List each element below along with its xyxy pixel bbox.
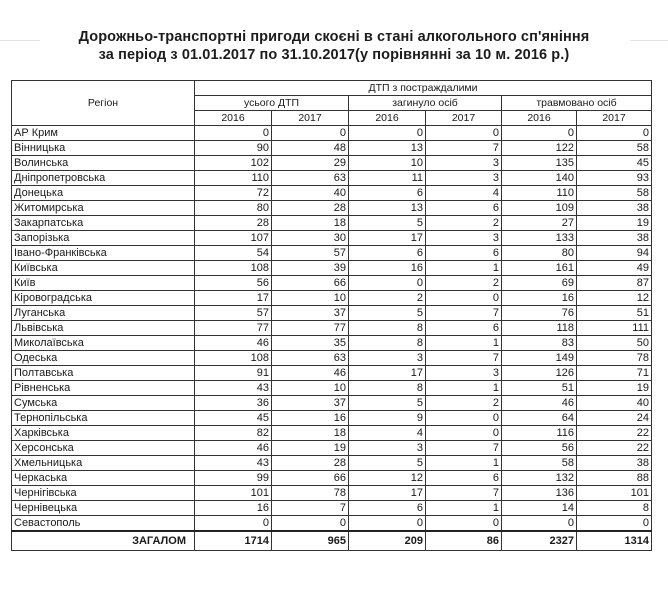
table-row xyxy=(12,351,652,366)
region-cell: Херсонська xyxy=(12,441,195,456)
value-cell: 2 xyxy=(349,291,426,306)
value-cell: 17 xyxy=(349,366,426,381)
value-cell: 4 xyxy=(426,186,502,201)
value-cell: 110 xyxy=(502,186,577,201)
value-cell: 16 xyxy=(349,261,426,276)
value-cell: 91 xyxy=(195,366,272,381)
value-cell: 43 xyxy=(195,381,272,396)
value-cell: 0 xyxy=(577,516,652,532)
value-cell: 4 xyxy=(349,426,426,441)
value-cell: 0 xyxy=(272,516,349,532)
total-cell: 1314 xyxy=(577,531,652,551)
value-cell: 50 xyxy=(577,336,652,351)
value-cell: 0 xyxy=(426,291,502,306)
value-cell: 37 xyxy=(272,396,349,411)
year-header: 2017 xyxy=(577,111,652,126)
table-row xyxy=(12,246,652,261)
table-row xyxy=(12,396,652,411)
table-row xyxy=(12,441,652,456)
table-row xyxy=(12,186,652,201)
region-cell: Харківська xyxy=(12,426,195,441)
value-cell: 110 xyxy=(195,171,272,186)
value-cell: 0 xyxy=(426,426,502,441)
value-cell: 1 xyxy=(426,261,502,276)
value-cell: 28 xyxy=(272,456,349,471)
subgroup-header-injured: травмовано осіб xyxy=(502,96,652,111)
value-cell: 63 xyxy=(272,171,349,186)
value-cell: 5 xyxy=(349,216,426,231)
region-cell: Вінницька xyxy=(12,141,195,156)
value-cell: 126 xyxy=(502,366,577,381)
value-cell: 66 xyxy=(272,276,349,291)
value-cell: 108 xyxy=(195,351,272,366)
document-subtitle: за період з 01.01.2017 по 31.10.2017(у порівнянні за 10 м. 2016 р.) xyxy=(98,47,570,63)
value-cell: 46 xyxy=(195,336,272,351)
value-cell: 102 xyxy=(195,156,272,171)
value-cell: 8 xyxy=(349,336,426,351)
value-cell: 7 xyxy=(426,141,502,156)
value-cell: 19 xyxy=(577,381,652,396)
value-cell: 116 xyxy=(502,426,577,441)
region-cell: Сумська xyxy=(12,396,195,411)
value-cell: 5 xyxy=(349,306,426,321)
value-cell: 80 xyxy=(195,201,272,216)
value-cell: 2 xyxy=(426,396,502,411)
value-cell: 14 xyxy=(502,501,577,516)
value-cell: 149 xyxy=(502,351,577,366)
value-cell: 13 xyxy=(349,201,426,216)
region-cell: Київська xyxy=(12,261,195,276)
total-cell: 965 xyxy=(272,531,349,551)
value-cell: 16 xyxy=(272,411,349,426)
value-cell: 76 xyxy=(502,306,577,321)
region-cell: Чернівецька xyxy=(12,501,195,516)
subgroup-header-total: усього ДТП xyxy=(195,96,349,111)
table-row xyxy=(12,231,652,246)
value-cell: 16 xyxy=(195,501,272,516)
value-cell: 24 xyxy=(577,411,652,426)
value-cell: 0 xyxy=(349,516,426,532)
value-cell: 28 xyxy=(272,201,349,216)
table-row xyxy=(12,261,652,276)
value-cell: 118 xyxy=(502,321,577,336)
table-footer xyxy=(12,531,652,551)
table-row xyxy=(12,276,652,291)
value-cell: 40 xyxy=(272,186,349,201)
value-cell: 1 xyxy=(426,456,502,471)
value-cell: 5 xyxy=(349,396,426,411)
value-cell: 12 xyxy=(349,471,426,486)
value-cell: 101 xyxy=(577,486,652,501)
value-cell: 10 xyxy=(349,156,426,171)
value-cell: 12 xyxy=(577,291,652,306)
region-cell: Волинська xyxy=(12,156,195,171)
value-cell: 69 xyxy=(502,276,577,291)
value-cell: 0 xyxy=(272,126,349,141)
value-cell: 3 xyxy=(349,441,426,456)
year-header: 2016 xyxy=(195,111,272,126)
value-cell: 7 xyxy=(426,351,502,366)
value-cell: 78 xyxy=(577,351,652,366)
value-cell: 7 xyxy=(426,486,502,501)
value-cell: 64 xyxy=(502,411,577,426)
region-cell: Київ xyxy=(12,276,195,291)
value-cell: 7 xyxy=(426,441,502,456)
value-cell: 58 xyxy=(577,141,652,156)
value-cell: 122 xyxy=(502,141,577,156)
value-cell: 8 xyxy=(577,501,652,516)
value-cell: 90 xyxy=(195,141,272,156)
value-cell: 51 xyxy=(577,306,652,321)
document-title: Дорожньо-транспортні пригоди скоєні в стані алкогольного сп'яніння xyxy=(78,29,590,45)
value-cell: 63 xyxy=(272,351,349,366)
value-cell: 13 xyxy=(349,141,426,156)
value-cell: 22 xyxy=(577,441,652,456)
region-cell: Дніпропетровська xyxy=(12,171,195,186)
value-cell: 43 xyxy=(195,456,272,471)
value-cell: 36 xyxy=(195,396,272,411)
value-cell: 11 xyxy=(349,171,426,186)
value-cell: 161 xyxy=(502,261,577,276)
value-cell: 1 xyxy=(426,381,502,396)
value-cell: 77 xyxy=(195,321,272,336)
total-cell: 2327 xyxy=(502,531,577,551)
table-row xyxy=(12,201,652,216)
value-cell: 7 xyxy=(426,306,502,321)
value-cell: 99 xyxy=(195,471,272,486)
region-cell: Житомирська xyxy=(12,201,195,216)
table-row xyxy=(12,471,652,486)
region-cell: Хмельницька xyxy=(12,456,195,471)
value-cell: 46 xyxy=(502,396,577,411)
total-cell: 1714 xyxy=(195,531,272,551)
region-cell: Одеська xyxy=(12,351,195,366)
region-cell: Чернігівська xyxy=(12,486,195,501)
value-cell: 140 xyxy=(502,171,577,186)
value-cell: 37 xyxy=(272,306,349,321)
region-cell: Севастополь xyxy=(12,516,195,532)
value-cell: 3 xyxy=(349,351,426,366)
region-cell: Закарпатська xyxy=(12,216,195,231)
value-cell: 2 xyxy=(426,276,502,291)
value-cell: 8 xyxy=(349,381,426,396)
value-cell: 0 xyxy=(195,126,272,141)
value-cell: 45 xyxy=(195,411,272,426)
value-cell: 109 xyxy=(502,201,577,216)
value-cell: 38 xyxy=(577,231,652,246)
value-cell: 0 xyxy=(349,276,426,291)
total-row xyxy=(12,531,652,551)
value-cell: 133 xyxy=(502,231,577,246)
region-cell: АР Крим xyxy=(12,126,195,141)
value-cell: 83 xyxy=(502,336,577,351)
year-header: 2017 xyxy=(426,111,502,126)
value-cell: 6 xyxy=(426,471,502,486)
value-cell: 58 xyxy=(502,456,577,471)
value-cell: 10 xyxy=(272,291,349,306)
table-row xyxy=(12,126,652,141)
value-cell: 82 xyxy=(195,426,272,441)
total-cell: 209 xyxy=(349,531,426,551)
value-cell: 30 xyxy=(272,231,349,246)
value-cell: 3 xyxy=(426,231,502,246)
table-row xyxy=(12,516,652,532)
table-row xyxy=(12,216,652,231)
value-cell: 93 xyxy=(577,171,652,186)
value-cell: 48 xyxy=(272,141,349,156)
value-cell: 22 xyxy=(577,426,652,441)
value-cell: 0 xyxy=(426,411,502,426)
value-cell: 57 xyxy=(195,306,272,321)
value-cell: 17 xyxy=(349,231,426,246)
region-cell: Кіровоградська xyxy=(12,291,195,306)
accident-table xyxy=(11,80,652,551)
value-cell: 19 xyxy=(272,441,349,456)
value-cell: 5 xyxy=(349,456,426,471)
table-row xyxy=(12,291,652,306)
year-header: 2016 xyxy=(502,111,577,126)
value-cell: 0 xyxy=(577,126,652,141)
value-cell: 9 xyxy=(349,411,426,426)
value-cell: 39 xyxy=(272,261,349,276)
value-cell: 18 xyxy=(272,216,349,231)
value-cell: 87 xyxy=(577,276,652,291)
value-cell: 29 xyxy=(272,156,349,171)
table-row xyxy=(12,486,652,501)
value-cell: 58 xyxy=(577,186,652,201)
total-cell: 86 xyxy=(426,531,502,551)
value-cell: 17 xyxy=(349,486,426,501)
total-label: ЗАГАЛОМ xyxy=(12,531,195,551)
value-cell: 0 xyxy=(426,516,502,532)
value-cell: 17 xyxy=(195,291,272,306)
value-cell: 45 xyxy=(577,156,652,171)
value-cell: 71 xyxy=(577,366,652,381)
value-cell: 80 xyxy=(502,246,577,261)
region-cell: Черкаська xyxy=(12,471,195,486)
value-cell: 51 xyxy=(502,381,577,396)
value-cell: 108 xyxy=(195,261,272,276)
value-cell: 10 xyxy=(272,381,349,396)
value-cell: 49 xyxy=(577,261,652,276)
value-cell: 107 xyxy=(195,231,272,246)
value-cell: 135 xyxy=(502,156,577,171)
table-header xyxy=(12,81,652,126)
region-cell: Рівненська xyxy=(12,381,195,396)
value-cell: 28 xyxy=(195,216,272,231)
value-cell: 78 xyxy=(272,486,349,501)
value-cell: 8 xyxy=(349,321,426,336)
value-cell: 57 xyxy=(272,246,349,261)
value-cell: 0 xyxy=(502,126,577,141)
value-cell: 66 xyxy=(272,471,349,486)
table-row xyxy=(12,426,652,441)
value-cell: 1 xyxy=(426,501,502,516)
value-cell: 136 xyxy=(502,486,577,501)
value-cell: 19 xyxy=(577,216,652,231)
table-row xyxy=(12,411,652,426)
table-body xyxy=(12,126,652,532)
region-column-header: Регіон xyxy=(12,81,195,126)
value-cell: 3 xyxy=(426,366,502,381)
value-cell: 6 xyxy=(349,501,426,516)
value-cell: 0 xyxy=(349,126,426,141)
group-header: ДТП з постраждалими xyxy=(195,81,652,96)
value-cell: 3 xyxy=(426,171,502,186)
value-cell: 56 xyxy=(195,276,272,291)
value-cell: 7 xyxy=(272,501,349,516)
year-header: 2017 xyxy=(272,111,349,126)
region-cell: Запорізька xyxy=(12,231,195,246)
value-cell: 35 xyxy=(272,336,349,351)
value-cell: 6 xyxy=(426,201,502,216)
value-cell: 94 xyxy=(577,246,652,261)
region-cell: Донецька xyxy=(12,186,195,201)
region-cell: Івано-Франківська xyxy=(12,246,195,261)
value-cell: 3 xyxy=(426,156,502,171)
value-cell: 111 xyxy=(577,321,652,336)
value-cell: 16 xyxy=(502,291,577,306)
value-cell: 27 xyxy=(502,216,577,231)
table-row xyxy=(12,336,652,351)
value-cell: 54 xyxy=(195,246,272,261)
region-cell: Тернопільська xyxy=(12,411,195,426)
value-cell: 6 xyxy=(426,246,502,261)
region-cell: Луганська xyxy=(12,306,195,321)
table-row xyxy=(12,381,652,396)
value-cell: 46 xyxy=(195,441,272,456)
region-cell: Львівська xyxy=(12,321,195,336)
value-cell: 0 xyxy=(426,126,502,141)
value-cell: 40 xyxy=(577,396,652,411)
table-row xyxy=(12,306,652,321)
value-cell: 101 xyxy=(195,486,272,501)
value-cell: 46 xyxy=(272,366,349,381)
value-cell: 1 xyxy=(426,336,502,351)
value-cell: 18 xyxy=(272,426,349,441)
value-cell: 0 xyxy=(195,516,272,532)
value-cell: 0 xyxy=(502,516,577,532)
value-cell: 77 xyxy=(272,321,349,336)
table-row xyxy=(12,321,652,336)
value-cell: 38 xyxy=(577,456,652,471)
value-cell: 72 xyxy=(195,186,272,201)
table-row xyxy=(12,171,652,186)
value-cell: 56 xyxy=(502,441,577,456)
region-cell: Полтавська xyxy=(12,366,195,381)
value-cell: 38 xyxy=(577,201,652,216)
subgroup-header-killed: загинуло осіб xyxy=(349,96,502,111)
table-row xyxy=(12,501,652,516)
value-cell: 6 xyxy=(426,321,502,336)
table-row xyxy=(12,141,652,156)
value-cell: 2 xyxy=(426,216,502,231)
value-cell: 6 xyxy=(349,246,426,261)
region-cell: Миколаївська xyxy=(12,336,195,351)
value-cell: 6 xyxy=(349,186,426,201)
value-cell: 132 xyxy=(502,471,577,486)
table-row xyxy=(12,456,652,471)
table-row xyxy=(12,366,652,381)
table-row xyxy=(12,156,652,171)
year-header: 2016 xyxy=(349,111,426,126)
value-cell: 88 xyxy=(577,471,652,486)
